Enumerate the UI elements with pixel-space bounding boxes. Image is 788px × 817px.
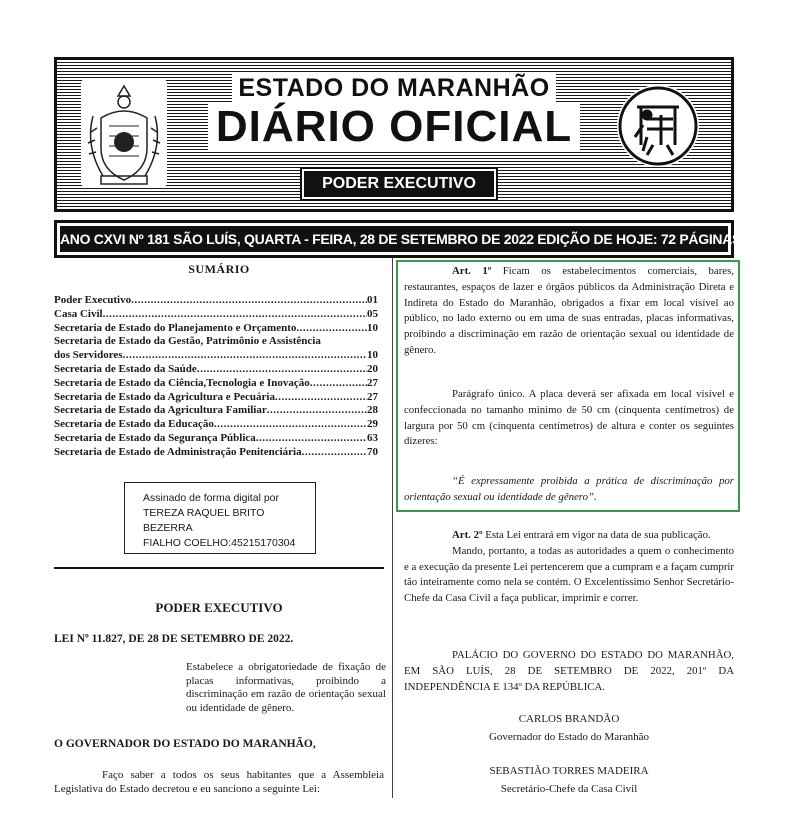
article-2 — [404, 528, 734, 607]
law-title: LEI Nº 11.827, DE 28 DE SETEMBRO DE 2022. — [54, 633, 294, 645]
column-divider — [392, 258, 393, 798]
section-title: PODER EXECUTIVO — [155, 600, 283, 615]
governor-heading: O GOVERNADOR DO ESTADO DO MARANHÃO, — [54, 738, 316, 750]
toc-entry[interactable]: Secretaria de Estado do Planejamento e Orçamento ..... 10 — [54, 322, 378, 336]
digital-signature-box — [124, 482, 316, 554]
toc-entry[interactable]: Secretaria de Estado da Agricultura e Pecuária ..... 27 — [54, 391, 378, 405]
signer-name: CARLOS BRANDÃO — [518, 713, 620, 725]
toc-entry[interactable]: Secretaria de Estado da Segurança Pública ..... 63 — [54, 432, 378, 446]
toc-entry[interactable]: Secretaria de Estado da Saúde ..... 20 — [54, 363, 378, 377]
signer-role: Governador do Estado do Maranhão — [488, 731, 650, 743]
edition-bar — [54, 220, 742, 258]
palace-closing: PALÁCIO DO GOVERNO DO ESTADO DO MARANHÃO, EM SÃO LUÍS, 28 DE SETEMBRO DE 2022, 201º DA INDEPENDÊNCIA E 134º DA REPÚBLICA. — [404, 649, 734, 693]
table-of-contents — [54, 294, 378, 460]
law-preamble: Faço saber a todos os seus habitantes que a Assembleia Legislativa do Estado decretou e eu sanciono a seguinte Lei: — [54, 769, 384, 795]
toc-entry[interactable]: Secretaria de Estado da Agricultura Familiar ..... 28 — [54, 404, 378, 418]
state-name: ESTADO DO MARANHÃO — [57, 74, 731, 103]
sole-paragraph: Parágrafo único. A placa deverá ser afixada em local visível e confeccionada no tamanho mínimo de 50 cm (cinquenta centímetros) de largura por 50 cm (cinquenta centímetros) de altura e conter os seguintes dizeres: — [404, 388, 734, 448]
signer-name: SEBASTIÃO TORRES MADEIRA — [489, 765, 649, 777]
sign-quote: “É expressamente proibida a prática de discriminação por orientação sexual ou identidade de gênero”. — [404, 475, 734, 503]
toc-entry[interactable]: Secretaria de Estado da Ciência,Tecnologia e Inovação ..... 27 — [54, 377, 378, 391]
signature-line: FIALHO COELHO:45215170304 — [143, 537, 296, 549]
toc-entry[interactable]: Poder Executivo ..... 01 — [54, 294, 378, 308]
enactment-clause: Mando, portanto, a todas as autoridades a quem o conhecimento e a execução da presente Lei pertencerem que a cumpram e a façam cumprir tão inteiramente como nela se contém. O Excelentíssimo Senhor Secretário-Chefe da Casa Civil a faça publicar, imprimir e correr. — [404, 544, 735, 605]
article-text: Ficam os estabelecimentos comerciais, bares, restaurantes, espaços de lazer e órgãos públicos da Administração Direta e Indireta do Estado do Maranhão, obrigados a fixar em local visível ao público, no lado externo ou em uma de suas entradas, placas informativas, proibindo a discriminação em razão de orientação sexual ou identidade de gênero. — [404, 265, 734, 356]
article-text: Esta Lei entrará em vigor na data de sua publicação. — [482, 529, 711, 541]
toc-entry-line[interactable]: Secretaria de Estado da Gestão, Patrimônio e Assistência — [54, 335, 321, 348]
edition-line: ANO CXVI Nº 181 SÃO LUÍS, QUARTA - FEIRA, 28 DE SETEMBRO DE 2022 EDIÇÃO DE HOJE: 72 PÁGINAS — [60, 226, 728, 252]
signer-role: Secretário-Chefe da Casa Civil — [500, 783, 638, 795]
publication-title: DIÁRIO OFICIAL — [57, 102, 731, 152]
weaver-loom-emblem-icon — [617, 85, 699, 167]
toc-entry[interactable]: Casa Civil ..... 05 — [54, 308, 378, 322]
masthead — [54, 57, 734, 212]
toc-entry[interactable]: dos Servidores ..... 10 — [54, 349, 378, 363]
law-summary: Estabelece a obrigatoriedade de fixação de placas informativas, proibindo a discriminação em razão de orientação sexual ou identidade de gênero. — [186, 661, 386, 714]
section-divider — [54, 567, 384, 569]
toc-entry[interactable]: Secretaria de Estado de Administração Penitenciária ..... 70 — [54, 446, 378, 460]
signature-line: Assinado de forma digital por — [143, 492, 279, 504]
summary-title: SUMÁRIO — [188, 262, 250, 276]
section-badge: PODER EXECUTIVO — [302, 169, 496, 199]
article-1 — [404, 264, 734, 359]
signature-line: TEREZA RAQUEL BRITO BEZERRA — [143, 507, 265, 534]
toc-entry[interactable]: Secretaria de Estado da Educação ..... 29 — [54, 418, 378, 432]
article-label: Art. 2º — [452, 529, 483, 541]
article-label: Art. 1º — [452, 265, 492, 277]
